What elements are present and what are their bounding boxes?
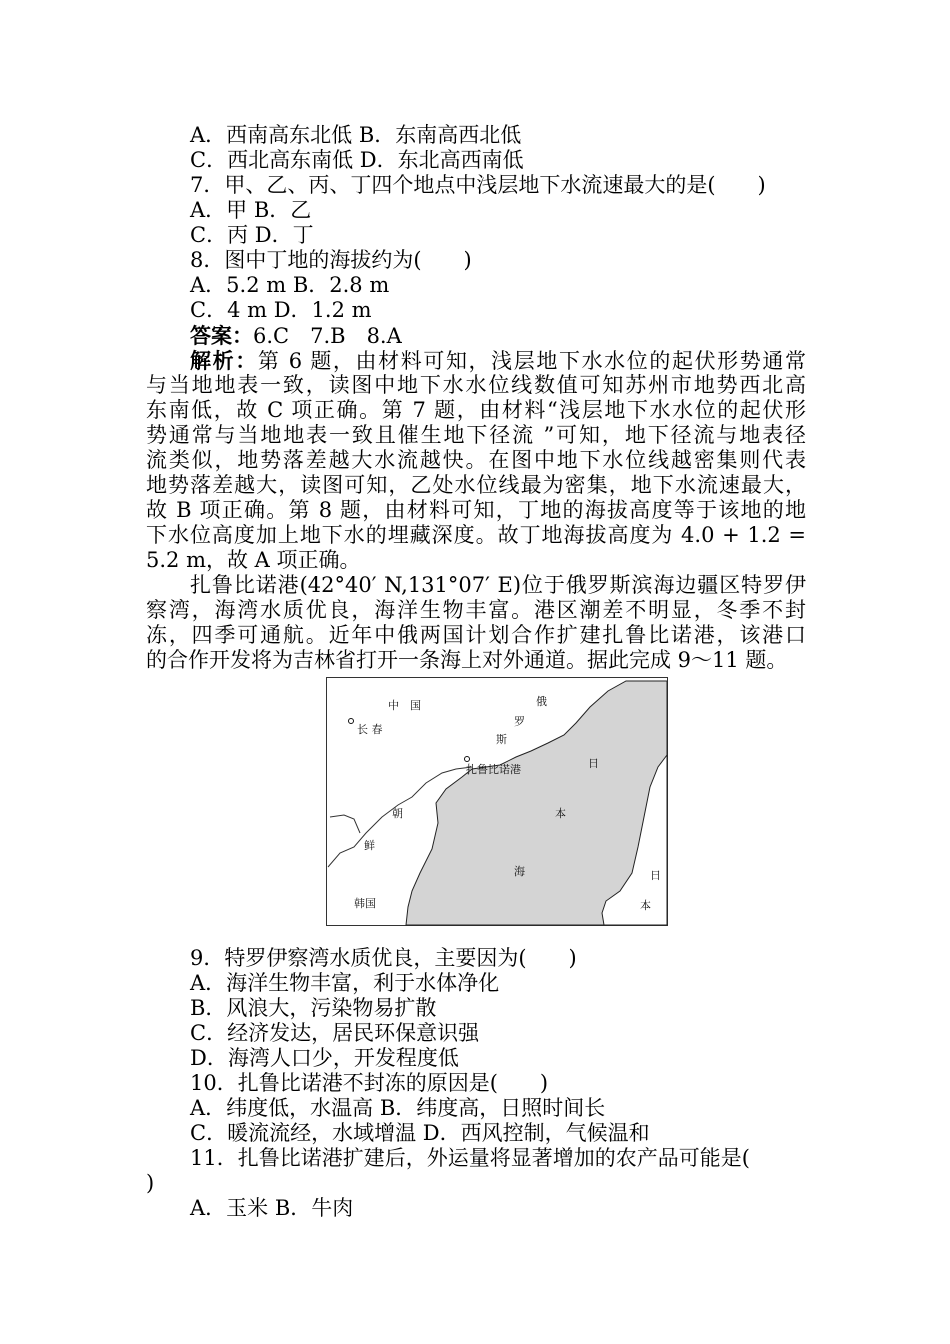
q7-options-row1: A．甲 B．乙 bbox=[190, 198, 312, 222]
label-china: 中 国 bbox=[388, 699, 421, 712]
label-russia-2: 罗 bbox=[514, 715, 525, 728]
passage-line-3: 冻，四季可通航。近年中俄两国计划合作扩建扎鲁比诺港，该港口 bbox=[146, 623, 806, 647]
changchun-marker bbox=[349, 719, 354, 724]
analysis-line-5: 流类似，地势落差越大水流越快。在图中地下水位线越密集则代表 bbox=[146, 448, 806, 472]
label-russia-1: 俄 bbox=[536, 695, 547, 708]
label-korea-2: 鲜 bbox=[364, 839, 375, 852]
label-sea-3: 海 bbox=[514, 865, 525, 878]
q9-option-d: D．海湾人口少，开发程度低 bbox=[190, 1046, 459, 1070]
q8-options-row1: A．5.2 m B．2.8 m bbox=[190, 273, 390, 297]
analysis-label: 解析： bbox=[190, 348, 258, 373]
q8-options-row2: C．4 m D．1.2 m bbox=[190, 298, 372, 322]
answer-label: 答案： bbox=[190, 323, 253, 348]
q10-options-row2: C．暖流流经，水域增温 D．西风控制，气候温和 bbox=[190, 1121, 650, 1145]
zarubino-map bbox=[326, 677, 668, 926]
q7-stem: 7．甲、乙、丙、丁四个地点中浅层地下水流速最大的是( ) bbox=[190, 173, 766, 197]
q11-paren: ) bbox=[146, 1171, 155, 1195]
analysis-line-9: 5.2 m，故 A 项正确。 bbox=[146, 548, 361, 572]
label-sea-2: 本 bbox=[555, 807, 566, 820]
q6-options-row2: C．西北高东南低 D．东北高西南低 bbox=[190, 148, 524, 172]
answer-text: 6.C 7.B 8.A bbox=[253, 324, 402, 348]
analysis-line-7: 故 B 项正确。第 8 题，由材料可知，丁地的海拔高度等于该地的地 bbox=[146, 498, 806, 522]
analysis-line-1: 解析：第 6 题，由材料可知，浅层地下水水位的起伏形势通常 bbox=[190, 348, 806, 373]
passage-line-2: 察湾，海湾水质优良，海洋生物丰富。港区潮差不明显，冬季不封 bbox=[146, 598, 806, 622]
passage-line-4: 的合作开发将为吉林省打开一条海上对外通道。据此完成 9～11 题。 bbox=[146, 648, 788, 672]
label-changchun: 长 春 bbox=[357, 723, 383, 736]
q6-options-row1: A．西南高东北低 B．东南高西北低 bbox=[190, 123, 522, 147]
label-zarubino: 扎鲁比诺港 bbox=[466, 763, 521, 776]
analysis-line-4: 势通常与当地地表一致且催生地下径流 ”可知，地下径流与地表径 bbox=[146, 423, 806, 447]
answer-line bbox=[190, 323, 402, 349]
q11-options-row1: A．玉米 B．牛肉 bbox=[190, 1196, 354, 1220]
label-japan-1: 日 bbox=[650, 869, 661, 882]
q10-options-row1: A．纬度低，水温高 B．纬度高，日照时间长 bbox=[190, 1096, 606, 1120]
analysis-line-3: 东南低，故 C 项正确。第 7 题，由材料“浅层地下水水位的起伏形 bbox=[146, 398, 806, 422]
label-korea-1: 朝 bbox=[392, 807, 403, 820]
q9-option-b: B．风浪大，污染物易扩散 bbox=[190, 996, 437, 1020]
q9-option-c: C．经济发达，居民环保意识强 bbox=[190, 1021, 480, 1045]
label-japan-2: 本 bbox=[640, 899, 651, 912]
analysis-line-8: 下水位高度加上地下水的埋藏深度。故丁地海拔高度为 4.0 + 1.2 = bbox=[146, 523, 806, 547]
q7-options-row2: C．丙 D．丁 bbox=[190, 223, 314, 247]
passage-line-1: 扎鲁比诺港(42°40′ N,131°07′ E)位于俄罗斯滨海边疆区特罗伊 bbox=[190, 573, 806, 597]
label-south-korea: 韩国 bbox=[354, 897, 376, 910]
port-marker bbox=[465, 757, 470, 762]
q11-stem: 11．扎鲁比诺港扩建后，外运量将显著增加的农产品可能是( bbox=[190, 1146, 750, 1170]
q8-stem: 8．图中丁地的海拔约为( ) bbox=[190, 248, 472, 272]
q9-option-a: A．海洋生物丰富，利于水体净化 bbox=[190, 971, 500, 995]
label-russia-3: 斯 bbox=[496, 733, 507, 746]
analysis-line-6: 地势落差越大，读图可知，乙处水位线最为密集，地下水流速最大， bbox=[146, 473, 806, 497]
analysis-line-2: 与当地地表一致，读图中地下水水位线数值可知苏州市地势西北高 bbox=[146, 373, 806, 397]
q10-stem: 10．扎鲁比诺港不封冻的原因是( ) bbox=[190, 1071, 549, 1095]
label-sea-1: 日 bbox=[588, 757, 599, 770]
q9-stem: 9．特罗伊察湾水质优良，主要因为( ) bbox=[190, 946, 577, 970]
